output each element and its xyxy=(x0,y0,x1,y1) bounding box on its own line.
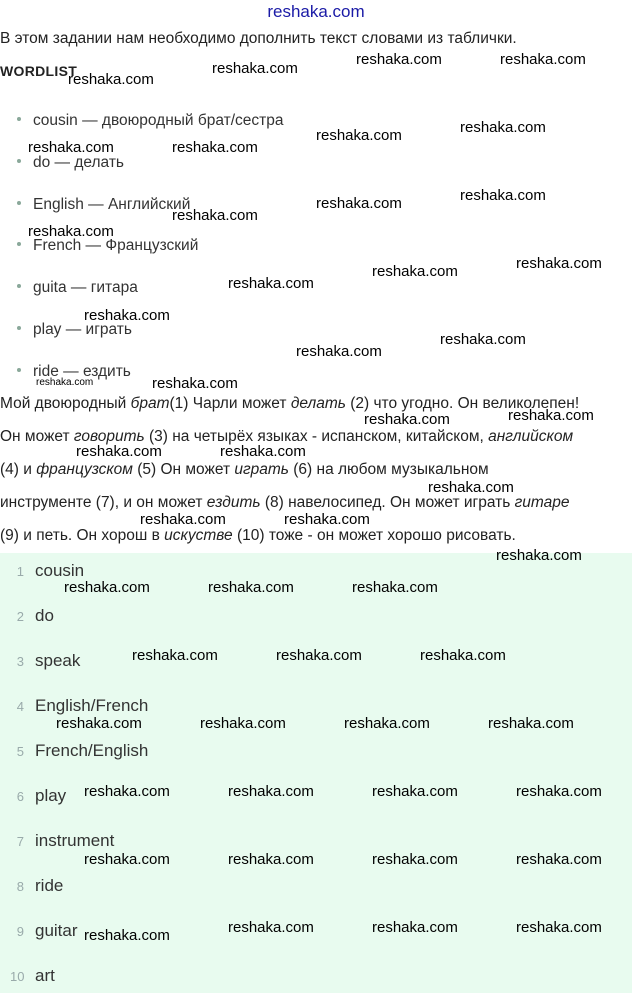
watermark-text: reshaka.com xyxy=(488,715,574,732)
answer-number: 8 xyxy=(16,879,24,894)
watermark-text: reshaka.com xyxy=(68,71,154,88)
answer-number: 6 xyxy=(16,789,24,804)
bullet-icon xyxy=(17,159,21,163)
emphasized-word: английском xyxy=(488,428,574,445)
paragraph-text: (2) что угодно. Он великолепен! xyxy=(345,395,580,412)
answer-word: cousin xyxy=(35,561,85,580)
answer-word: play xyxy=(35,786,67,805)
watermark-text: reshaka.com xyxy=(428,479,514,496)
emphasized-word: играть xyxy=(234,461,289,478)
answer-number: 4 xyxy=(16,699,24,714)
emphasized-word: брат xyxy=(130,395,170,412)
paragraph-text: (3) на четырёх языках - испанском, китайском, xyxy=(144,428,489,445)
answer-word: English/French xyxy=(35,696,149,715)
watermark-text: reshaka.com xyxy=(420,647,506,664)
emphasized-word: говорить xyxy=(73,428,145,445)
watermark-text: reshaka.com xyxy=(352,579,438,596)
bullet-icon xyxy=(17,284,21,288)
emphasized-word: французском xyxy=(36,461,133,478)
answer-word: guitar xyxy=(35,921,78,940)
watermark-text: reshaka.com xyxy=(372,783,458,800)
watermark-text: reshaka.com xyxy=(372,263,458,280)
watermark-text: reshaka.com xyxy=(84,851,170,868)
paragraph-text: (8) навелосипед. Он может играть xyxy=(260,494,515,511)
paragraph-line xyxy=(0,527,516,545)
emphasized-word: гитаре xyxy=(514,494,570,511)
watermark-text: reshaka.com xyxy=(516,851,602,868)
wordlist-item xyxy=(17,196,190,214)
answer-word: instrument xyxy=(35,831,115,850)
bullet-icon xyxy=(17,368,21,372)
paragraph-text: (10) тоже - он может хорошо рисовать. xyxy=(232,527,516,544)
site-link[interactable]: reshaka.com xyxy=(267,2,365,21)
wordlist-item xyxy=(17,279,138,297)
paragraph-text: (6) на любом музыкальном xyxy=(288,461,489,478)
answer-number: 3 xyxy=(16,654,24,669)
watermark-text: reshaka.com xyxy=(516,783,602,800)
watermark-text: reshaka.com xyxy=(316,127,402,144)
paragraph-text: (5) Он может xyxy=(132,461,235,478)
watermark-text: reshaka.com xyxy=(212,60,298,77)
answer-word: do xyxy=(35,606,54,625)
answer-number: 2 xyxy=(16,609,24,624)
watermark-text: reshaka.com xyxy=(36,377,94,388)
emphasized-word: искустве xyxy=(164,527,233,544)
wordlist-item-text: do — делать xyxy=(33,154,125,171)
watermark-text: reshaka.com xyxy=(364,411,450,428)
answer-number: 1 xyxy=(16,564,24,579)
paragraph-line xyxy=(0,494,569,512)
bullet-icon xyxy=(17,201,21,205)
wordlist-item-text: play — играть xyxy=(33,321,132,338)
watermark-text: reshaka.com xyxy=(152,375,238,392)
watermark-text: reshaka.com xyxy=(508,407,594,424)
emphasized-word: делать xyxy=(290,395,346,412)
wordlist-item xyxy=(17,154,124,172)
paragraph-text: инструменте (7), и он может xyxy=(0,494,207,511)
paragraph-text: (1) Чарли может xyxy=(169,395,291,412)
watermark-text: reshaka.com xyxy=(516,255,602,272)
answer-number: 7 xyxy=(16,834,24,849)
watermark-text: reshaka.com xyxy=(316,195,402,212)
bullet-icon xyxy=(17,326,21,330)
watermark-text: reshaka.com xyxy=(84,783,170,800)
emphasized-word: ездить xyxy=(206,494,261,511)
bullet-icon xyxy=(17,117,21,121)
watermark-text: reshaka.com xyxy=(56,715,142,732)
watermark-text: reshaka.com xyxy=(440,331,526,348)
watermark-text: reshaka.com xyxy=(344,715,430,732)
watermark-text: reshaka.com xyxy=(200,715,286,732)
watermark-text: reshaka.com xyxy=(228,275,314,292)
answer-number: 10 xyxy=(10,969,25,984)
watermark-text: reshaka.com xyxy=(276,647,362,664)
wordlist-item xyxy=(17,112,284,130)
watermark-text: reshaka.com xyxy=(228,783,314,800)
paragraph-text: Мой двоюродный xyxy=(0,395,131,412)
bullet-icon xyxy=(17,242,21,246)
watermark-text: reshaka.com xyxy=(356,51,442,68)
intro-text: В этом задании нам необходимо дополнить текст словами из таблички. xyxy=(0,30,517,47)
answer-word: French/English xyxy=(35,741,149,760)
watermark-text: reshaka.com xyxy=(140,511,226,528)
watermark-text: reshaka.com xyxy=(220,443,306,460)
paragraph-text: Он может xyxy=(0,428,74,445)
watermark-text: reshaka.com xyxy=(372,919,458,936)
answer-word: ride xyxy=(35,876,64,895)
answer-number: 5 xyxy=(16,744,24,759)
paragraph-line xyxy=(0,461,489,479)
watermark-text: reshaka.com xyxy=(228,919,314,936)
wordlist-title: WORDLIST xyxy=(0,63,78,79)
answer-word: art xyxy=(35,966,55,985)
paragraph-text: (4) и xyxy=(0,461,37,478)
watermark-text: reshaka.com xyxy=(64,579,150,596)
watermark-text: reshaka.com xyxy=(296,343,382,360)
watermark-text: reshaka.com xyxy=(28,139,114,156)
paragraph-text: (9) и петь. Он хорош в xyxy=(0,527,165,544)
watermark-text: reshaka.com xyxy=(84,307,170,324)
watermark-text: reshaka.com xyxy=(516,919,602,936)
answer-word: speak xyxy=(35,651,81,670)
wordlist-item-text: English — Английский xyxy=(33,196,191,213)
wordlist-item-text: cousin — двоюродный брат/сестра xyxy=(33,112,284,129)
wordlist-item-text: French — Французский xyxy=(33,237,199,254)
watermark-text: reshaka.com xyxy=(76,443,162,460)
watermark-text: reshaka.com xyxy=(496,547,582,564)
watermark-text: reshaka.com xyxy=(460,119,546,136)
watermark-text: reshaka.com xyxy=(284,511,370,528)
watermark-text: reshaka.com xyxy=(172,207,258,224)
watermark-text: reshaka.com xyxy=(228,851,314,868)
watermark-text: reshaka.com xyxy=(172,139,258,156)
watermark-text: reshaka.com xyxy=(28,223,114,240)
watermark-text: reshaka.com xyxy=(132,647,218,664)
watermark-text: reshaka.com xyxy=(460,187,546,204)
watermark-text: reshaka.com xyxy=(372,851,458,868)
watermark-text: reshaka.com xyxy=(500,51,586,68)
watermark-text: reshaka.com xyxy=(84,927,170,944)
wordlist-item-text: guita — гитара xyxy=(33,279,138,296)
paragraph-line xyxy=(0,395,579,413)
watermark-text: reshaka.com xyxy=(208,579,294,596)
wordlist-item-text: ride — ездить xyxy=(33,363,131,380)
answer-number: 9 xyxy=(16,924,24,939)
